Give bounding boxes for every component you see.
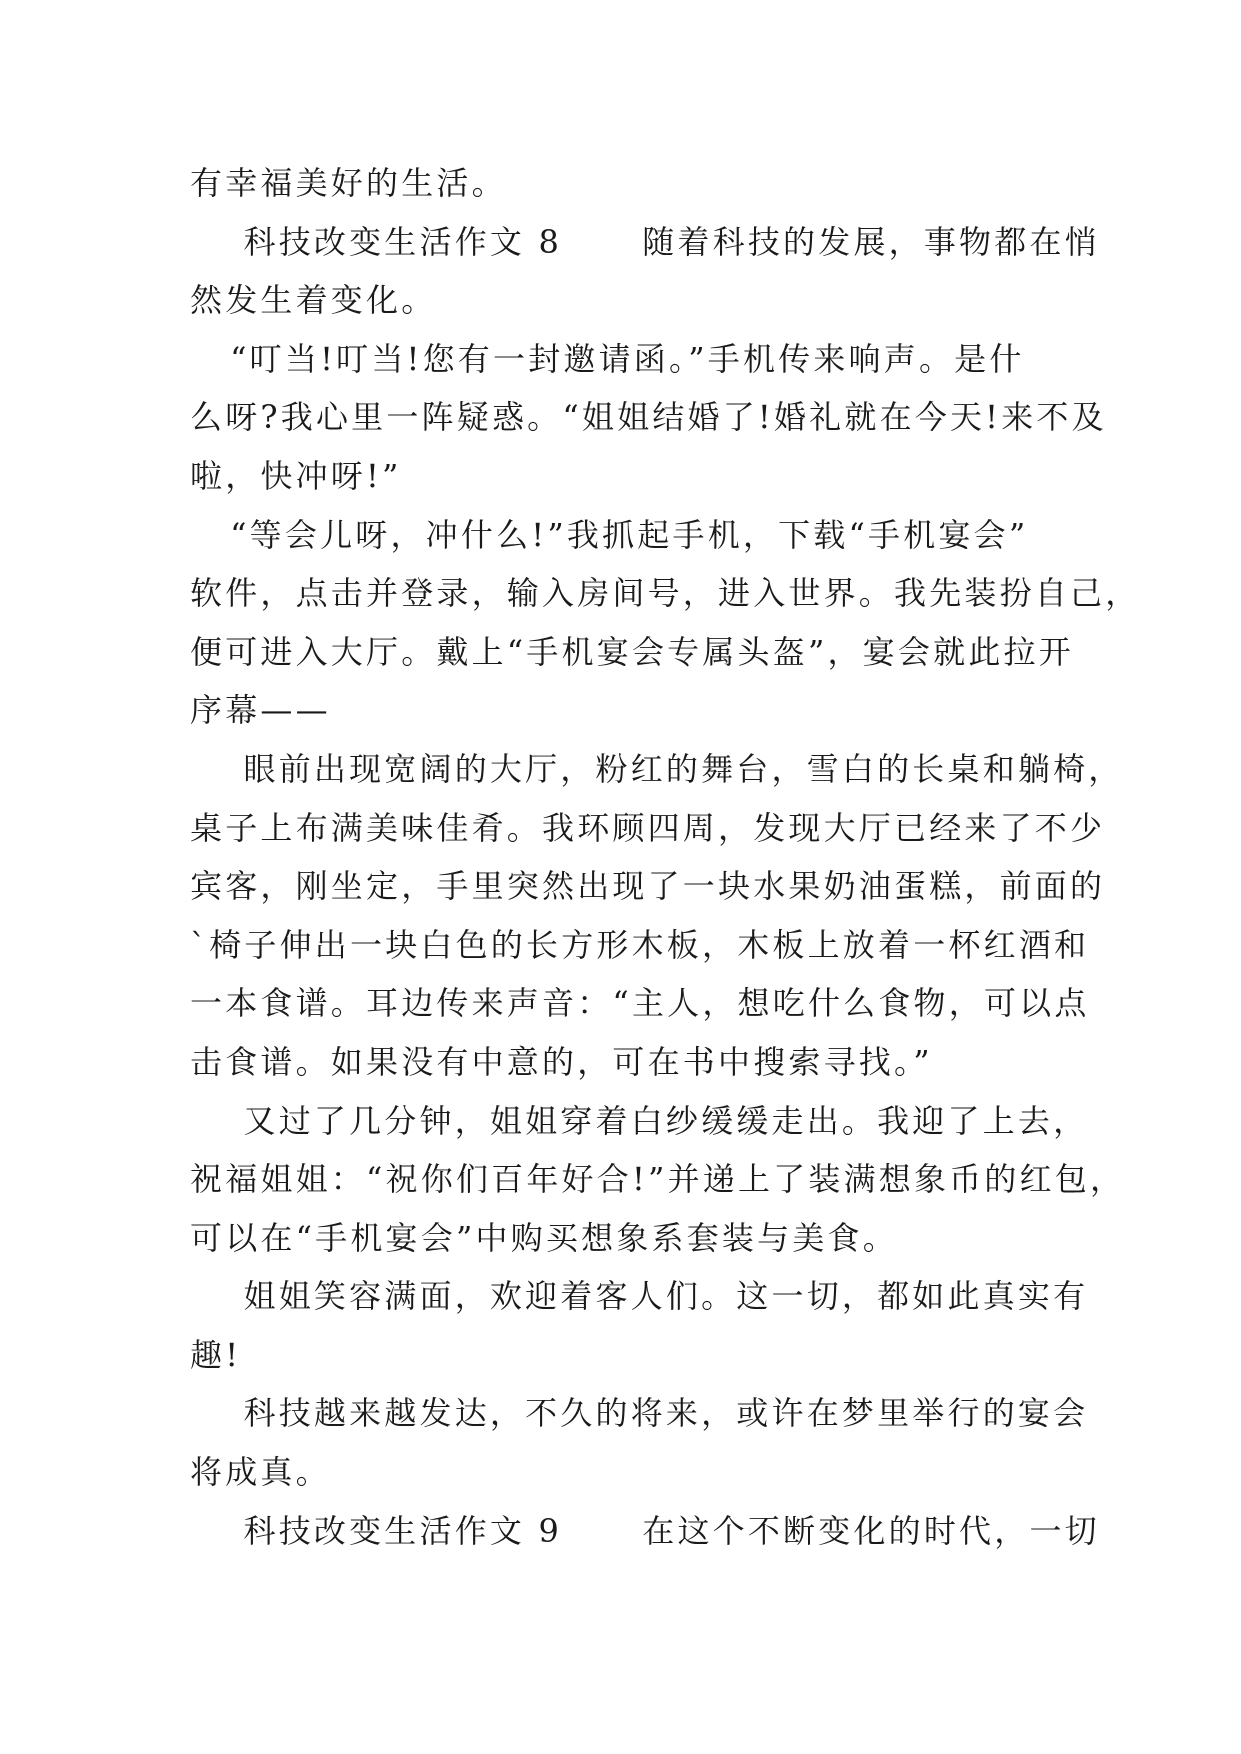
text-line: 软件，点击并登录，输入房间号，进入世界。我先装扮自己， bbox=[190, 574, 1141, 613]
text-line: 然发生着变化。 bbox=[190, 281, 437, 320]
text-line: 击食谱。如果没有中意的，可在书中搜索寻找。” bbox=[190, 1042, 933, 1081]
text-line: 姐姐笑容满面，欢迎着客人们。这一切，都如此真实有 bbox=[190, 1277, 1089, 1316]
text-line: 眼前出现宽阔的大厅，粉红的舞台，雪白的长桌和躺椅， bbox=[190, 749, 1124, 788]
text-line: 科技改变生活作文 9 在这个不断变化的时代，一切 bbox=[190, 1511, 1100, 1550]
text-line: 祝福姐姐：“祝你们百年好合!”并递上了装满想象币的红包， bbox=[190, 1160, 1126, 1199]
text-line: 序幕—— bbox=[190, 691, 331, 730]
text-line: 趣! bbox=[190, 1335, 242, 1374]
text-line: 科技改变生活作文 8 随着科技的发展，事物都在悄 bbox=[190, 222, 1100, 261]
text-line: 宾客，刚坐定，手里突然出现了一块水果奶油蛋糕，前面的 bbox=[190, 867, 1106, 906]
text-line: 便可进入大厅。戴上“手机宴会专属头盔”，宴会就此拉开 bbox=[190, 632, 1074, 671]
text-line: 可以在“手机宴会”中购买想象系套装与美食。 bbox=[190, 1218, 898, 1257]
text-line: 将成真。 bbox=[190, 1453, 331, 1492]
document-body bbox=[190, 154, 1141, 1560]
text-line: “等会儿呀，冲什么!”我抓起手机，下载“手机宴会” bbox=[190, 515, 1029, 554]
text-line: “叮当!叮当!您有一封邀请函。”手机传来响声。是什 bbox=[190, 339, 1025, 378]
text-line: 啦，快冲呀!” bbox=[190, 456, 402, 495]
text-line: 么呀?我心里一阵疑惑。“姐姐结婚了!婚礼就在今天!来不及 bbox=[190, 398, 1107, 437]
text-line: 一本食谱。耳边传来声音：“主人，想吃什么食物，可以点 bbox=[190, 984, 1090, 1023]
text-line: 有幸福美好的生活。 bbox=[190, 164, 507, 202]
text-line: 桌子上布满美味佳肴。我环顾四周，发现大厅已经来了不少 bbox=[190, 808, 1106, 847]
text-line: 科技越来越发达，不久的将来，或许在梦里举行的宴会 bbox=[190, 1394, 1089, 1433]
text-line: `椅子伸出一块白色的长方形木板，木板上放着一杯红酒和 bbox=[190, 925, 1090, 964]
text-line: 又过了几分钟，姐姐穿着白纱缓缓走出。我迎了上去， bbox=[190, 1101, 1089, 1140]
